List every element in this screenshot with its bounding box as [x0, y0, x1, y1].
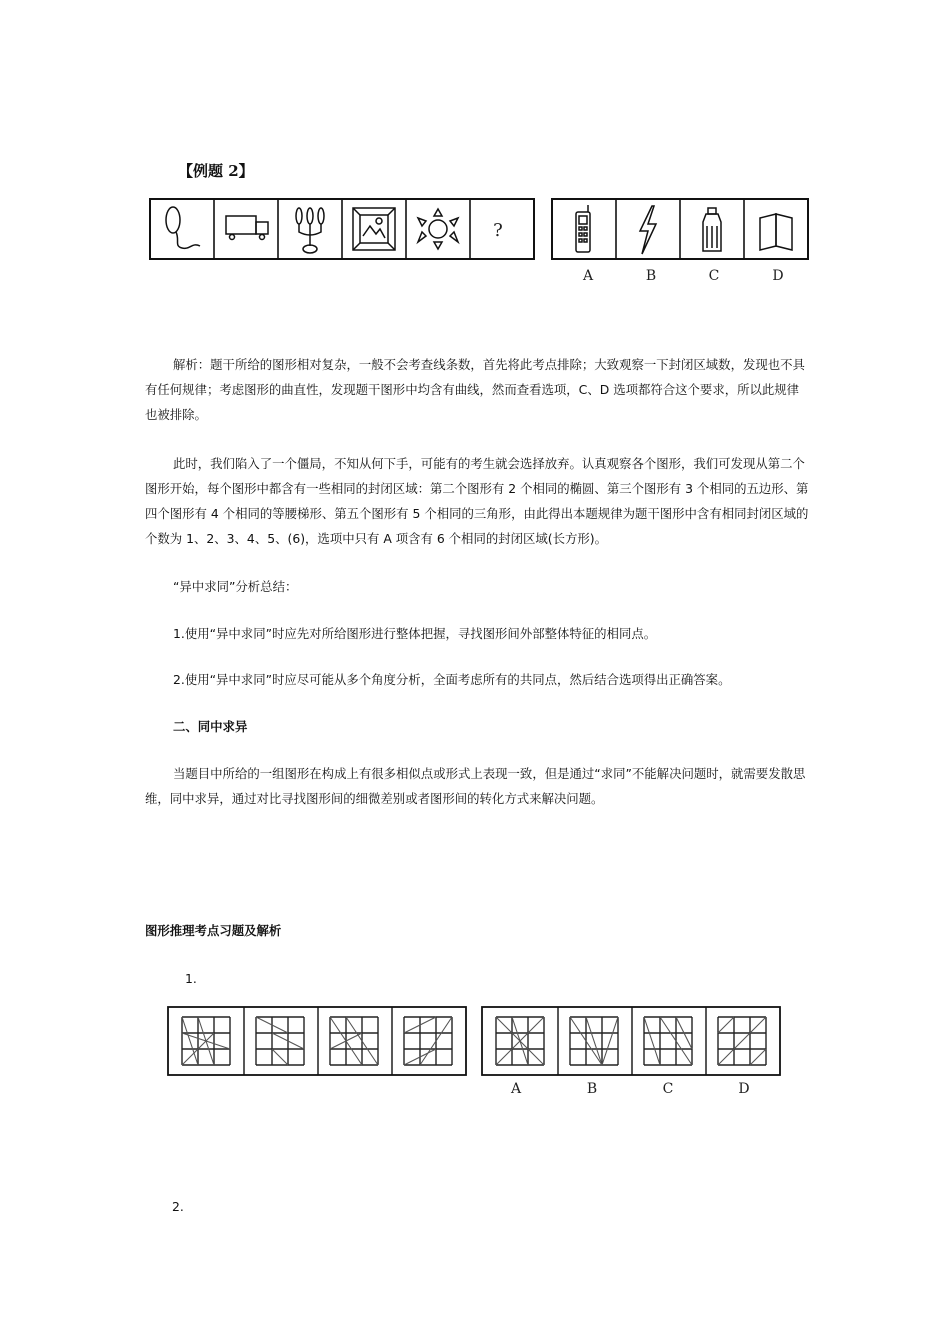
candelabra-icon	[296, 208, 324, 253]
option-label-b: B	[645, 268, 657, 284]
question-1-figure	[166, 1004, 786, 1104]
analysis-paragraph-1: 解析：题干所给的图形相对复杂，一般不会考查线条数，首先将此考点排除；大致观察一下封闭区域数，发现也不具有任何规律；考虑图形的曲直性，发现题干图形中均含有曲线，然而查看选项，C、D 选项都符合这个要求，所以此规律也被排除。	[145, 357, 805, 422]
option-label-a: A	[582, 268, 594, 284]
question-2-label: 2.	[172, 1199, 184, 1214]
sun-icon	[418, 209, 458, 249]
section-2-text: 当题目中所给的一组图形在构成上有很多相似点或形式上表现一致，但是通过“求同”不能解决问题时，就需要发散思维，同中求异，通过对比寻找图形间的细微差别或者图形间的转化方式来解决问题。	[145, 766, 806, 806]
lightning-icon	[640, 206, 656, 254]
summary-title: “异中求同”分析总结：	[173, 579, 298, 594]
analysis-paragraph-2: 此时，我们陷入了一个僵局，不知从何下手，可能有的考生就会选择放弃。认真观察各个图形，我们可发现从第二个图形开始，每个图形中都含有一些相同的封闭区域：第二个图形有 2 个相同的椭圆、第三个图形有 3 个相同的五边形、第四个图形有 4 个相同的等腰梯形、第五个图形有 5 个相同的三角形，由此得出本题规律为题干图形中含有相同封闭区域的个数为 1、2、3、4、5、(6)，选项中只有 A 项含有 6 个相同的封闭区域(长方形)。	[145, 456, 809, 546]
truck-icon	[226, 216, 268, 240]
grid-figure	[496, 1017, 544, 1065]
q1-option-label-c: C	[662, 1081, 674, 1097]
framed-picture-icon	[353, 208, 395, 250]
summary-point-1: 1.使用“异中求同”时应先对所给图形进行整体把握，寻找图形间外部整体特征的相同点。	[173, 626, 657, 641]
grid-figure	[644, 1017, 692, 1065]
book-icon	[760, 214, 792, 250]
section-2-heading: 二、同中求异	[173, 719, 248, 734]
magnifier-loop-icon	[166, 207, 200, 248]
q1-option-label-b: B	[586, 1081, 598, 1097]
question-mark: ?	[493, 220, 503, 241]
bottle-icon	[703, 208, 721, 251]
exercises-heading: 图形推理考点习题及解析	[145, 923, 282, 938]
q1-option-label-d: D	[738, 1081, 750, 1097]
example-title: 【例题 2】	[178, 162, 254, 180]
q1-option-label-a: A	[510, 1081, 522, 1097]
grid-figure	[256, 1017, 304, 1065]
option-label-c: C	[708, 268, 720, 284]
grid-figure	[404, 1017, 452, 1065]
grid-figure	[570, 1017, 618, 1065]
summary-point-2: 2.使用“异中求同”时应尽可能从多个角度分析，全面考虑所有的共同点，然后结合选项得出正确答案。	[173, 672, 731, 687]
grid-figure	[182, 1017, 230, 1065]
example2-figure	[148, 196, 813, 288]
phone-icon	[576, 205, 590, 252]
option-label-d: D	[772, 268, 784, 284]
grid-figure	[718, 1017, 766, 1065]
question-1-label: 1.	[185, 971, 197, 986]
grid-figure	[330, 1017, 378, 1065]
